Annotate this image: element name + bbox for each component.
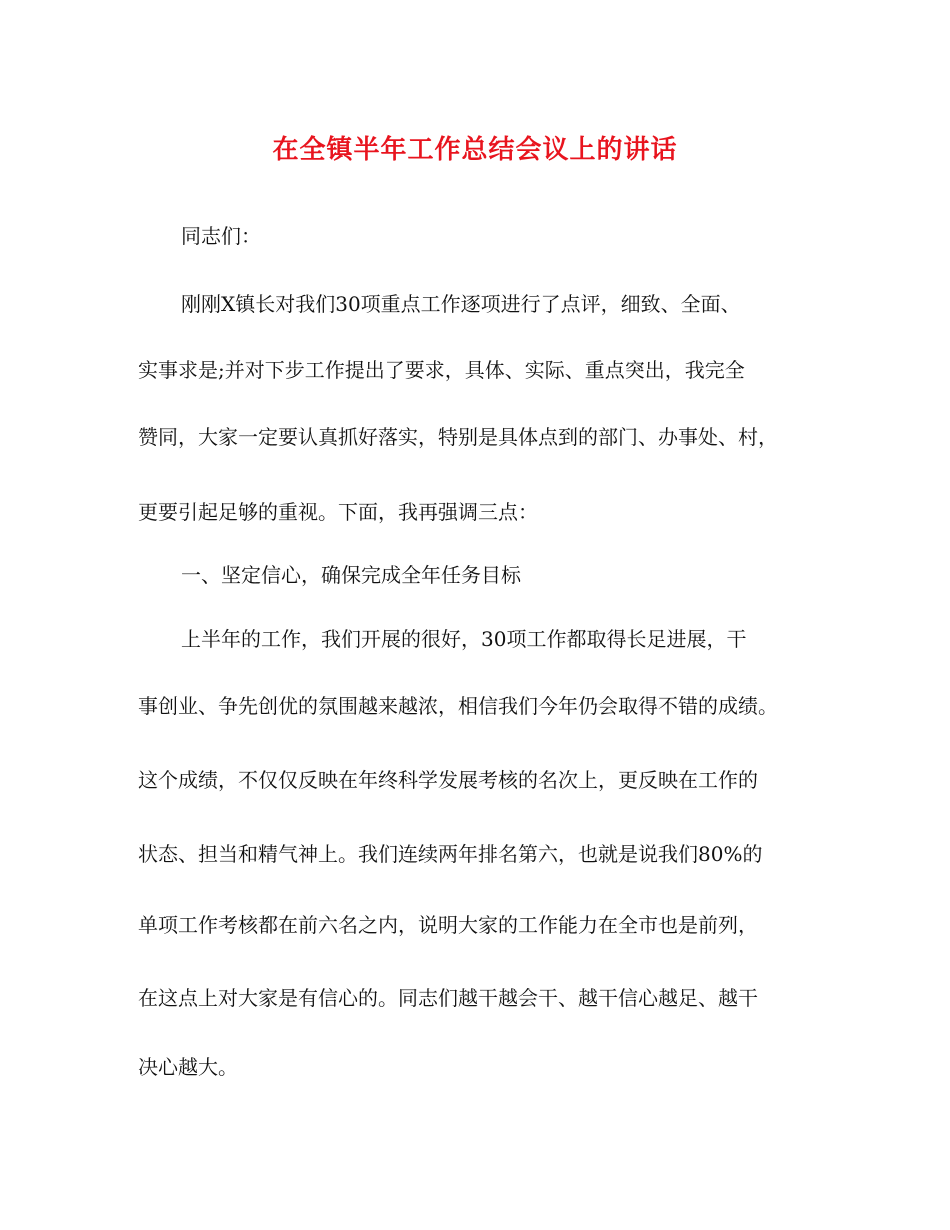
paragraph-line: 实事求是;并对下步工作提出了要求，具体、实际、重点突出，我完全 xyxy=(138,358,745,382)
paragraph-line: 单项工作考核都在前六名之内，说明大家的工作能力在全市也是前列， xyxy=(138,913,758,937)
salutation: 同志们： xyxy=(181,224,261,248)
section-heading: 一、坚定信心，确保完成全年任务目标 xyxy=(181,563,521,587)
paragraph-line: 事创业、争先创优的氛围越来越浓，相信我们今年仍会取得不错的成绩。 xyxy=(138,694,778,718)
paragraph-line: 在这点上对大家是有信心的。同志们越干越会干、越干信心越足、越干 xyxy=(138,986,758,1010)
paragraph-line: 这个成绩，不仅仅反映在年终科学发展考核的名次上，更反映在工作的 xyxy=(138,768,758,792)
paragraph-line: 上半年的工作，我们开展的很好，30项工作都取得长足进展，干 xyxy=(181,627,747,651)
paragraph-line: 状态、担当和精气神上。我们连续两年排名第六，也就是说我们80%的 xyxy=(138,842,763,866)
document-title: 在全镇半年工作总结会议上的讲话 xyxy=(272,135,678,165)
paragraph-line: 刚刚X镇长对我们30项重点工作逐项进行了点评，细致、全面、 xyxy=(181,292,741,316)
paragraph-line: 更要引起足够的重视。下面，我再强调三点： xyxy=(138,500,538,524)
paragraph-line: 决心越大。 xyxy=(138,1055,238,1079)
paragraph-line: 赞同，大家一定要认真抓好落实，特别是具体点到的部门、办事处、村， xyxy=(138,425,778,449)
